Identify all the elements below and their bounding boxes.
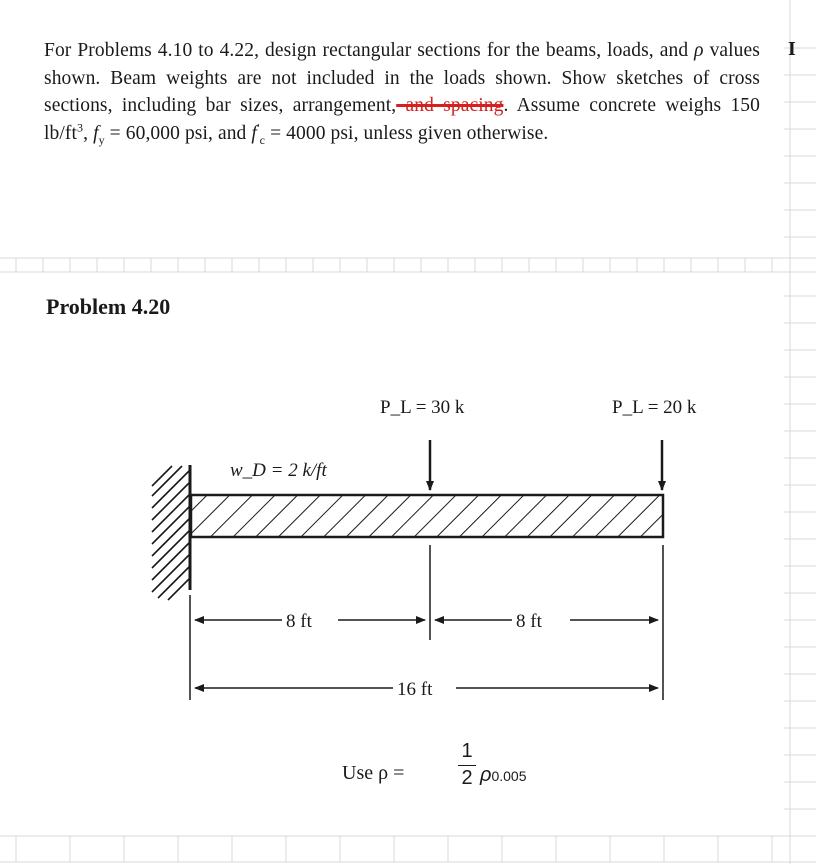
fc-subscript: c xyxy=(259,132,266,147)
distributed-load-label: w_D = 2 k/ft xyxy=(230,460,327,481)
text-part: For Problems 4.10 to 4.22, design rectangular sections for the beams, loads, and xyxy=(44,40,695,61)
fc-prime: ′ xyxy=(256,120,260,134)
beam xyxy=(191,495,663,537)
fy-subscript: y xyxy=(98,132,105,147)
text-part: . Assume concrete weighs 150 lb/ft xyxy=(44,95,760,144)
text-part: = 60,000 psi, and xyxy=(104,122,252,144)
point-load-label-2: P_L = 20 k xyxy=(612,397,697,418)
problem-heading: Problem 4.20 xyxy=(46,294,171,319)
rho-term xyxy=(480,764,527,787)
text-part: values shown. Beam weights are not included in the loads shown. Show sketches of cross sections, including bar sizes, arrangement, xyxy=(44,40,760,116)
fy-symbol: f xyxy=(93,122,99,144)
rho-subscript: 0.005 xyxy=(491,768,527,784)
use-rho-prefix: Use ρ = xyxy=(342,762,405,784)
text-part: = 4000 psi, unless given otherwise. xyxy=(265,122,549,144)
fixed-support xyxy=(152,465,190,600)
rho-symbol: ρ xyxy=(694,40,704,61)
fraction-denominator: 2 xyxy=(461,767,473,789)
margin-mark: I xyxy=(788,38,796,60)
text-part: , xyxy=(83,122,94,144)
point-load-label-1: P_L = 30 k xyxy=(380,397,465,418)
rho-symbol: ρ xyxy=(480,764,492,786)
dimension-right-label: 8 ft xyxy=(516,611,542,632)
fraction xyxy=(458,740,476,790)
struck-text: and spacing xyxy=(396,95,504,116)
dimension-left-label: 8 ft xyxy=(286,611,312,632)
dimension-total-label: 16 ft xyxy=(397,679,433,700)
fraction-numerator: 1 xyxy=(458,740,476,766)
cube-superscript: 3 xyxy=(77,120,84,134)
fc-symbol: f xyxy=(251,122,257,144)
